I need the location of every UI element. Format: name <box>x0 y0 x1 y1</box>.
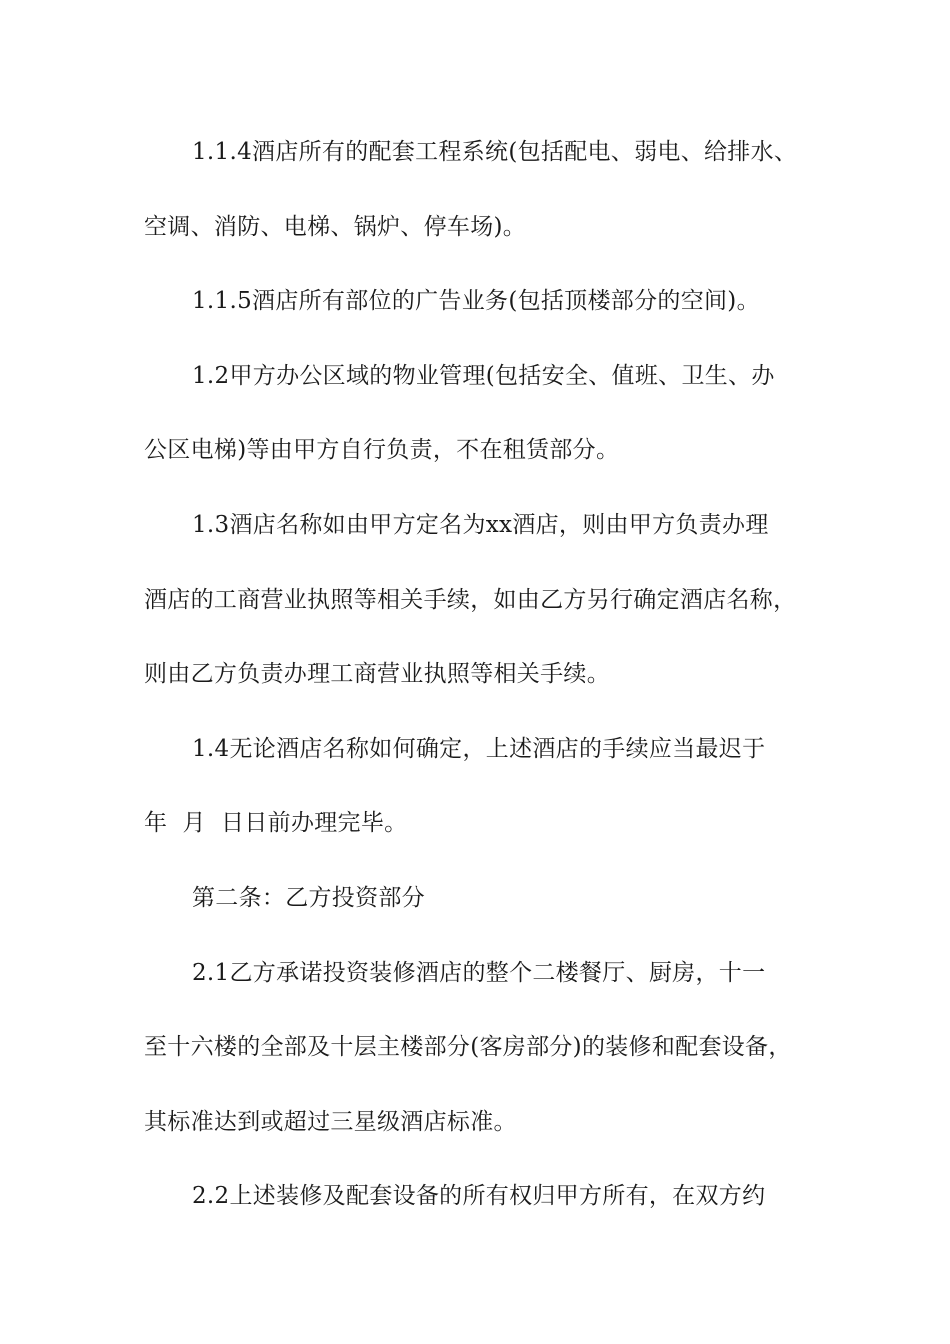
clause-2-1-line-1: 2.1乙方承诺投资装修酒店的整个二楼餐厅、厨房，十一 <box>192 959 766 986</box>
clause-1-3-line-1: 1.3酒店名称如由甲方定名为xx酒店，则由甲方负责办理 <box>192 511 769 538</box>
clause-1-1-4-line-2: 空调、消防、电梯、锅炉、停车场)。 <box>144 213 527 240</box>
article-2-heading: 第二条：乙方投资部分 <box>192 884 425 911</box>
clause-1-3-line-2: 酒店的工商营业执照等相关手续，如由乙方另行确定酒店名称， <box>144 586 797 613</box>
document-body <box>144 129 834 1248</box>
clause-1-2-line-1: 1.2甲方办公区域的物业管理(包括安全、值班、卫生、办 <box>192 362 775 389</box>
clause-1-1-5-line-1: 1.1.5酒店所有部位的广告业务(包括顶楼部分的空间)。 <box>192 288 760 315</box>
clause-1-4-line-1: 1.4无论酒店名称如何确定，上述酒店的手续应当最迟于 <box>192 735 766 762</box>
clause-1-1-4-line-1: 1.1.4酒店所有的配套工程系统(包括配电、弱电、给排水、 <box>192 139 798 165</box>
clause-2-1-line-2: 至十六楼的全部及十层主楼部分(客房部分)的装修和配套设备， <box>144 1034 792 1061</box>
clause-2-1-line-3: 其标准达到或超过三星级酒店标准。 <box>144 1108 517 1135</box>
clause-1-4-line-2: 年 月 日日前办理完毕。 <box>144 810 408 837</box>
clause-1-3-line-3: 则由乙方负责办理工商营业执照等相关手续。 <box>144 661 610 688</box>
clause-2-2-line-1: 2.2上述装修及配套设备的所有权归甲方所有，在双方约 <box>192 1183 766 1210</box>
clause-1-2-line-2: 公区电梯)等由甲方自行负责，不在租赁部分。 <box>144 437 620 464</box>
